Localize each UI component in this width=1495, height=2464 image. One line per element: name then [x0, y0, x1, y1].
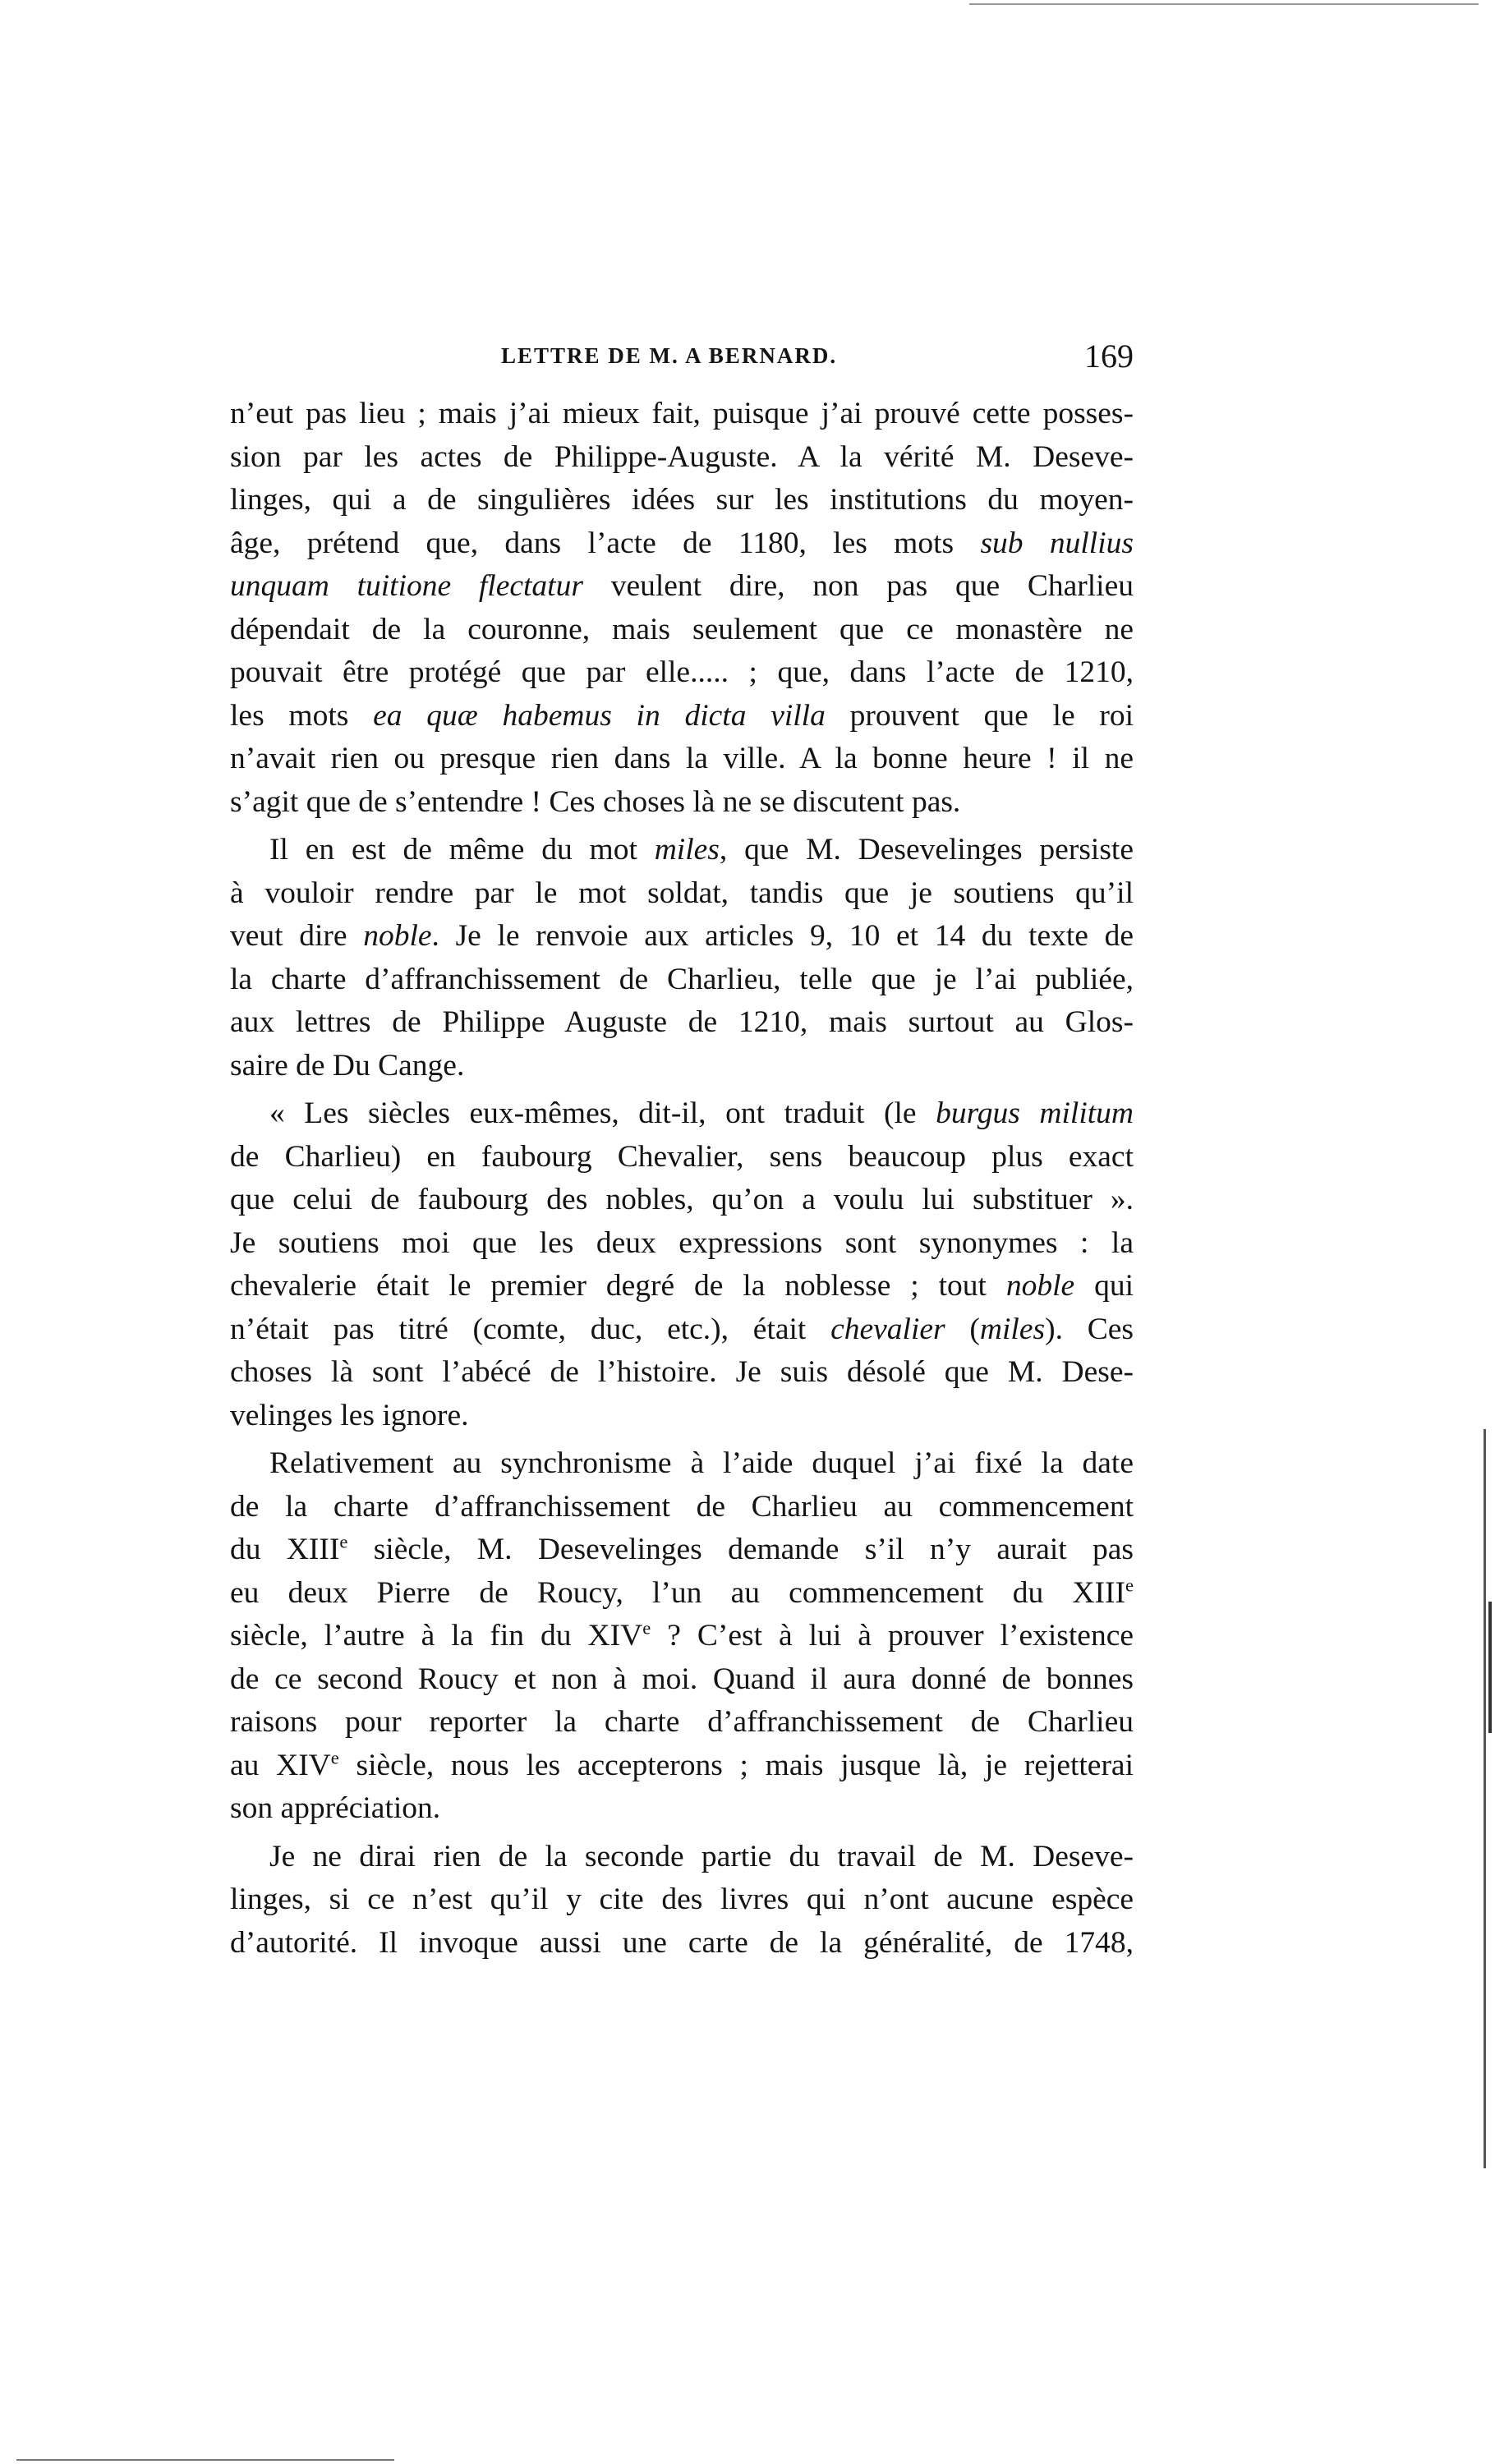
text-line: raisons pour reporter la charte d’affranchissement de Charlieu	[230, 1705, 1134, 1739]
text-line: de la charte d’affranchissement de Charlieu au commencement	[230, 1489, 1134, 1524]
text-line: Relativement au synchronisme à l’aide duquel j’ai fixé la date	[269, 1446, 1134, 1480]
text-line: unquam tuitione flectatur veulent dire, non pas que Charlieu	[230, 569, 1134, 603]
page-header	[230, 338, 1134, 393]
text-line: s’agit que de s’entendre ! Ces choses là ne se discutent pas.	[230, 784, 961, 819]
body-text	[230, 393, 1134, 1965]
text-line: dépendait de la couronne, mais seulement que ce monastère ne	[230, 612, 1134, 646]
text-line: à vouloir rendre par le mot soldat, tandis que je soutiens qu’il	[230, 876, 1134, 910]
paragraph	[230, 393, 1134, 824]
text-line: son appréciation.	[230, 1791, 441, 1825]
text-line: Je ne dirai rien de la seconde partie du travail de M. Deseve-	[269, 1839, 1134, 1873]
text-line: du XIIIe siècle, M. Desevelinges demande s’il n’y aurait pas	[230, 1531, 1134, 1566]
scan-edge-mark	[16, 2459, 394, 2461]
text-line: veut dire noble. Je le renvoie aux articles 9, 10 et 14 du texte de	[230, 919, 1134, 953]
text-line: Je soutiens moi que les deux expressions sont synonymes : la	[230, 1225, 1134, 1260]
page-number: 169	[1084, 338, 1134, 375]
paragraph	[230, 1836, 1134, 1965]
paragraph	[230, 1092, 1134, 1437]
text-line: aux lettres de Philippe Auguste de 1210, mais surtout au Glos-	[230, 1005, 1134, 1039]
text-line: velinges les ignore.	[230, 1398, 469, 1432]
text-line: siècle, l’autre à la fin du XIVe ? C’est à lui à prouver l’existence	[230, 1617, 1134, 1653]
paragraph	[230, 1442, 1134, 1831]
text-line: sion par les actes de Philippe-Auguste. A la vérité M. Deseve-	[230, 439, 1134, 474]
text-line: « Les siècles eux-mêmes, dit-il, ont traduit (le burgus militum	[269, 1096, 1134, 1130]
text-line: la charte d’affranchissement de Charlieu, telle que je l’ai publiée,	[230, 962, 1134, 996]
text-line: au XIVe siècle, nous les accepterons ; mais jusque là, je rejetterai	[230, 1747, 1134, 1782]
text-line: n’était pas titré (comte, duc, etc.), était chevalier (miles). Ces	[230, 1312, 1134, 1346]
text-line: âge, prétend que, dans l’acte de 1180, les mots sub nullius	[230, 526, 1134, 560]
text-line: eu deux Pierre de Roucy, l’un au commencement du XIIIe	[230, 1574, 1134, 1610]
text-line: choses là sont l’abécé de l’histoire. Je suis désolé que M. Dese-	[230, 1355, 1134, 1389]
text-line: linges, si ce n’est qu’il y cite des livres qui n’ont aucune espèce	[230, 1882, 1134, 1916]
scan-edge-mark	[1484, 1429, 1486, 2168]
paragraph	[230, 829, 1134, 1087]
text-line: Il en est de même du mot miles, que M. Desevelinges persiste	[269, 833, 1134, 867]
text-line: les mots ea quæ habemus in dicta villa prouvent que le roi	[230, 698, 1134, 733]
text-line: que celui de faubourg des nobles, qu’on a voulu lui substituer ».	[230, 1183, 1134, 1216]
text-line: de ce second Roucy et non à moi. Quand il aura donné de bonnes	[230, 1662, 1134, 1696]
text-line: chevalerie était le premier degré de la noblesse ; tout noble qui	[230, 1269, 1134, 1303]
scan-edge-mark	[969, 3, 1479, 5]
scan-edge-mark	[1488, 1602, 1492, 1733]
text-line: de Charlieu) en faubourg Chevalier, sens beaucoup plus exact	[230, 1139, 1134, 1174]
running-title: LETTRE DE M. A BERNARD.	[501, 343, 838, 368]
text-line: pouvait être protégé que par elle..... ; que, dans l’acte de 1210,	[230, 655, 1134, 689]
text-line: n’avait rien ou presque rien dans la ville. A la bonne heure ! il ne	[230, 742, 1134, 775]
text-line: saire de Du Cange.	[230, 1048, 465, 1083]
text-line: d’autorité. Il invoque aussi une carte de la généralité, de 1748,	[230, 1925, 1134, 1960]
text-line: linges, qui a de singulières idées sur les institutions du moyen-	[230, 483, 1134, 517]
text-line: n’eut pas lieu ; mais j’ai mieux fait, puisque j’ai prouvé cette posses-	[230, 397, 1134, 430]
